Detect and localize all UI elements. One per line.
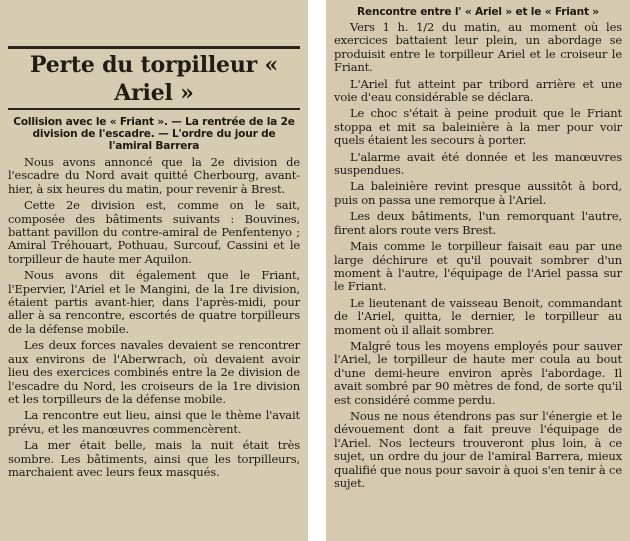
paragraph: Cette 2e division est, comme on le sait, composée des bâtiments suivants : Bouvines, battant pavillon du contre-amiral de Penfentenyo ; Amiral Tréhouart, Pothuau, Surcouf, Cassini et le torpilleur de haute mer Aquilon.	[8, 198, 300, 266]
article-subheading: Collision avec le « Friant ». — La rentrée de la 2e division de l'escadre. — L'ordre du jour de l'amiral Barrera	[13, 116, 295, 152]
paragraph: Nous ne nous étendrons pas sur l'énergie et le dévouement dont a fait preuve l'équipage de l'Ariel. Nos lecteurs trouveront plus loin, à ce sujet, un ordre du jour de l'amiral Barrera, mieux qualifié que nous pour savoir à quoi s'en tenir à ce sujet.	[334, 408, 622, 490]
paragraph: Nous avons dit également que le Friant, l'Epervier, l'Ariel et le Mangini, de la 1re division, étaient partis avant-hier, dans l'après-midi, pour aller à sa rencontre, escortés de quatre torpilleurs de la défense mobile.	[8, 268, 300, 336]
paragraph: L'alarme avait été donnée et les manœuvres suspendues.	[334, 149, 622, 178]
paragraph: Vers 1 h. 1/2 du matin, au moment où les exercices battaient leur plein, un abordage se produisit entre le torpilleur Ariel et le croiseur le Friant.	[334, 20, 622, 75]
paragraph: La rencontre eut lieu, ainsi que le thème l'avait prévu, et les manœuvres commencèrent.	[8, 408, 300, 436]
right-column	[326, 0, 630, 541]
paragraph: Nous avons annoncé que la 2e division de l'escadre du Nord avait quitté Cherbourg, avant-hier, à six heures du matin, pour revenir à Brest.	[8, 155, 300, 196]
paragraph: Mais comme le torpilleur faisait eau par une large déchirure et qu'il pouvait sombrer d'un moment à l'autre, l'équipage de l'Ariel passa sur le Friant.	[334, 239, 622, 294]
paragraph: Le lieutenant de vaisseau Benoit, commandant de l'Ariel, quitta, le dernier, le torpilleur au moment où il allait sombrer.	[334, 295, 622, 337]
paragraph: L'Ariel fut atteint par tribord arrière et une voie d'eau considérable se déclara.	[334, 76, 622, 105]
paragraph: Les deux bâtiments, l'un remorquant l'autre, firent alors route vers Brest.	[334, 209, 622, 237]
paragraph: Le choc s'était à peine produit que le Friant stoppa et mit sa baleinière à la mer pour voir quels étaient les secours à porter.	[334, 106, 622, 148]
paragraph: La mer était belle, mais la nuit était très sombre. Les bâtiments, ainsi que les torpilleurs, marchaient avec leurs feux masqués.	[8, 438, 300, 479]
paragraph: Malgré tous les moyens employés pour sauver l'Ariel, le torpilleur de haute mer coula au bout d'une demi-heure environ après l'abordage. Il avait sombré par 90 mètres de fond, de sorte qu'il est considéré comme perdu.	[334, 338, 622, 407]
article-headline: Perte du torpilleur « Ariel »	[8, 46, 300, 110]
left-column	[0, 0, 308, 541]
paragraph: Les deux forces navales devaient se rencontrer aux environs de l'Aberwrach, où devaient avoir lieu des exercices combinés entre la 2e division de l'escadre du Nord, les croiseurs de la 1re division et les torpilleurs de la défense mobile.	[8, 338, 300, 406]
section-subheading: Rencontre entre l' « Ariel » et le « Friant »	[357, 6, 599, 18]
paragraph: La baleinière revint presque aussitôt à bord, puis on passa une remorque à l'Ariel.	[334, 179, 622, 207]
